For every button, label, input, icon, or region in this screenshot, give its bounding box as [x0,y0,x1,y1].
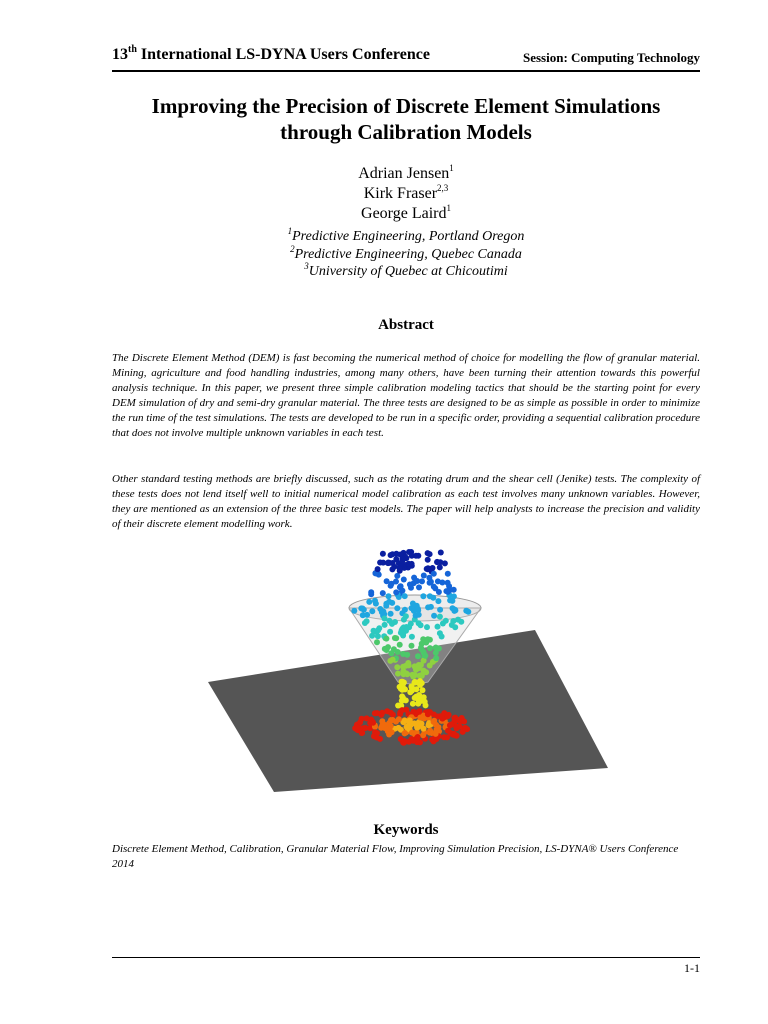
particle [422,653,428,659]
particle [431,718,437,724]
particle [386,599,392,605]
particle [384,647,390,653]
particle [427,593,433,599]
particle [410,738,416,744]
particle [423,639,429,645]
particle [375,627,381,633]
affil-text: University of Quebec at Chicoutimi [308,264,508,279]
particle [451,593,457,599]
particle [400,651,406,657]
particle [433,731,439,737]
particle [388,611,394,617]
particle [423,702,429,708]
particle [374,639,380,645]
particle [404,724,410,730]
author-affil-mark: 1 [446,203,451,213]
particle [372,598,378,604]
particle [399,707,405,713]
particle [415,606,421,612]
particle [388,723,394,729]
particle [410,601,416,607]
affil-mark: 2 [290,243,295,254]
affil-text: Predictive Engineering, Quebec Canada [294,246,522,262]
particle [421,573,427,579]
particle [425,557,431,563]
particle [395,671,401,677]
particle [431,613,437,619]
particle [445,713,451,719]
particle [395,703,401,709]
particle [379,722,385,728]
particle [433,645,439,651]
particle [455,617,461,623]
author-name: Adrian Jensen [358,165,450,182]
particle [399,588,405,594]
particle [435,598,441,604]
footer-rule [112,957,700,958]
particle [415,653,421,659]
particle [415,724,421,730]
particle [403,613,409,619]
particle [374,710,380,716]
title-line-2: through Calibration Models [280,120,532,144]
particle [413,553,419,559]
particle [360,606,366,612]
particle [368,591,374,597]
particle [409,643,415,649]
running-header [112,44,700,72]
author-name: George Laird [361,205,447,222]
session-label: Session: Computing Technology [523,50,700,65]
particle [405,660,411,666]
particle [403,671,409,677]
particle [354,725,360,731]
particle [394,664,400,670]
particle [394,573,400,579]
particle [437,614,443,620]
particle [419,680,425,686]
particle [394,605,400,611]
affiliation [180,228,632,246]
affil-mark: 1 [287,226,293,236]
particle [390,551,396,557]
particle [437,564,443,570]
particle [416,584,422,590]
particle [445,589,451,595]
affiliation-list [180,228,632,281]
particle [427,730,433,736]
abstract-paragraph-1: The Discrete Element Method (DEM) is fast becoming the numerical method of choice for modelling the flow of granular material. Mining, agriculture and food handling industries, among many others, have been turning their attention towards this powerful analysis technique. In this paper, we present three simple calibration modeling tactics that should be the starting point for every DEM simulation of dry and semi-dry granular material. The three tests are designed to be as simple as possible in order to minimize the run time of the test simulations. The tests are developed to be run in a specific order, providing a sequential calibration procedure that does not involve multiple unknown variables in each test. [112,352,700,440]
particle [410,701,416,707]
particle [417,715,423,721]
particle [417,708,423,714]
dem-funnel-figure [200,544,620,794]
particle [428,604,434,610]
particle [389,621,395,627]
particle [424,624,430,630]
particle [409,634,415,640]
particle [420,687,426,693]
particle [451,587,457,593]
particle [441,734,447,740]
particle [435,578,441,584]
particle [374,735,380,741]
author-name: Kirk Fraser [363,185,438,202]
author [200,204,612,224]
particle [451,608,457,614]
particle [465,609,471,615]
particle [409,561,415,567]
particle [382,622,388,628]
particle [397,642,403,648]
particle [387,629,393,635]
particle [380,590,386,596]
affiliation [180,263,632,281]
particle [393,589,399,595]
conference-ordinal: th [128,44,137,55]
particle [393,635,399,641]
particle [402,730,408,736]
particle [382,616,388,622]
particle [402,593,408,599]
particle [427,580,433,586]
particle [364,618,370,624]
particle [445,571,451,577]
particle [462,725,468,731]
affil-mark: 3 [304,261,309,271]
affil-text: Predictive Engineering, Portland Oregon [292,229,525,244]
author-affil-mark: 1 [449,163,454,173]
particle [390,657,396,663]
particle [400,630,406,636]
particle [393,556,399,562]
particle [414,578,420,584]
particle [424,566,430,572]
particle [436,589,442,595]
particle [380,609,386,615]
particle [409,730,415,736]
particle [384,578,390,584]
particle [364,612,370,618]
particle [416,662,422,668]
particle [437,630,443,636]
particle [445,580,451,586]
particle [434,559,440,565]
particle [439,716,445,722]
particle [390,717,396,723]
particle [437,607,443,613]
conference-title [112,46,430,64]
affiliation [180,243,632,264]
particle [457,724,463,730]
conference-name: International LS-DYNA Users Conference [136,46,430,63]
keywords-text: Discrete Element Method, Calibration, Granular Material Flow, Improving Simulation Precision, LS-DYNA® Users Conference 2014 [112,843,679,871]
particle [411,709,417,715]
particle [369,633,375,639]
author [200,184,612,204]
particle [386,593,392,599]
author-list [200,164,612,224]
particle [418,698,424,704]
particle [397,684,403,690]
particle [433,655,439,661]
particle [351,608,357,614]
particle [401,577,407,583]
particle [402,738,408,744]
abstract-paragraph-2: Other standard testing methods are briefly discussed, such as the rotating drum and the shear cell (Jenike) tests. The complexity of these tests does not lend itself well to initial numerical model calibration as each test involves many unknown variables. However, they are mentioned as an extension of the three basic test models. The paper will help analysts to increase the precision and validity of their discrete element modelling work. [112,473,700,531]
particle [418,622,424,628]
particle [391,646,397,652]
particle [420,593,426,599]
conference-number: 13 [112,46,128,63]
particle [421,726,427,732]
particle [366,599,372,605]
particle [413,686,419,692]
particle [363,725,369,731]
particle [407,717,413,723]
particle [385,560,391,566]
particle [396,716,402,722]
particle [427,663,433,669]
particle [448,722,454,728]
particle [427,551,433,557]
particle [442,560,448,566]
particle [413,680,419,686]
abstract-heading: Abstract [378,317,434,333]
particle [427,645,433,651]
keywords-heading: Keywords [373,822,439,838]
particle [419,673,425,679]
particle [389,566,395,572]
particle [364,715,370,721]
particle [449,622,455,628]
particle [407,582,413,588]
title-line-1: Improving the Precision of Discrete Element Simulations [151,94,661,118]
particle [455,717,461,723]
particle [445,728,451,734]
particle [440,621,446,627]
particle [357,719,363,725]
particle [420,732,426,738]
author-affil-mark: 2,3 [437,183,449,193]
particle [380,551,386,557]
particle [375,566,381,572]
particle [388,710,394,716]
page-number: 1-1 [684,961,700,975]
paper-title [100,93,712,145]
particle [451,731,457,737]
particle [401,680,407,686]
author [200,164,612,184]
particle [383,636,389,642]
particle [438,550,444,556]
particle [425,711,431,717]
particle [369,608,375,614]
particle [367,720,373,726]
particle [399,698,405,704]
particle [431,571,437,577]
particle [435,624,441,630]
particle [397,566,403,572]
